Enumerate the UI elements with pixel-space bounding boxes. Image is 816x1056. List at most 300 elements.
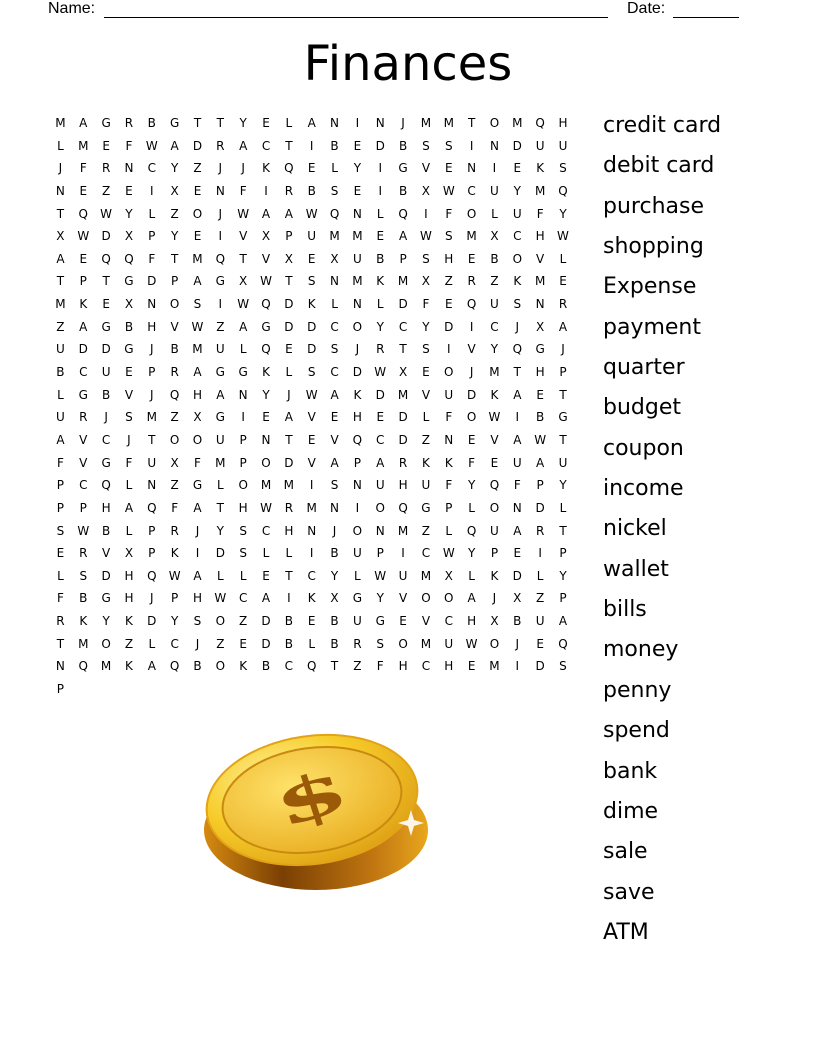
grid-letter[interactable]: A	[239, 319, 248, 334]
grid-letter[interactable]: D	[147, 614, 157, 629]
grid-letter[interactable]: O	[352, 523, 363, 538]
grid-letter[interactable]: D	[101, 568, 111, 583]
grid-letter[interactable]: P	[79, 500, 87, 515]
grid-letter[interactable]: H	[535, 229, 545, 244]
grid-letter[interactable]: M	[489, 365, 500, 380]
grid-letter[interactable]: S	[330, 183, 339, 198]
grid-letter[interactable]: J	[401, 116, 405, 130]
grid-letter[interactable]: T	[148, 432, 156, 447]
grid-letter[interactable]: B	[330, 636, 339, 651]
grid-letter[interactable]: F	[239, 183, 247, 198]
grid-letter[interactable]: D	[261, 636, 271, 651]
grid-letter[interactable]: S	[559, 659, 567, 674]
grid-letter[interactable]: W	[488, 410, 501, 425]
grid-letter[interactable]: J	[104, 410, 108, 425]
grid-letter[interactable]: J	[195, 636, 200, 651]
grid-letter[interactable]: S	[330, 342, 339, 357]
grid-letter[interactable]: E	[444, 161, 453, 176]
grid-letter[interactable]: C	[79, 365, 88, 380]
grid-letter[interactable]: F	[376, 659, 384, 674]
grid-letter[interactable]: U	[352, 614, 362, 629]
grid-letter[interactable]: L	[422, 410, 430, 425]
grid-letter[interactable]: T	[56, 636, 65, 651]
grid-letter[interactable]: W	[237, 297, 250, 312]
grid-letter[interactable]: S	[513, 297, 522, 312]
grid-letter[interactable]: C	[467, 183, 476, 198]
grid-letter[interactable]: W	[374, 365, 387, 380]
grid-letter[interactable]: F	[468, 455, 476, 470]
grid-letter[interactable]: S	[422, 342, 430, 357]
grid-letter[interactable]: O	[489, 636, 500, 651]
grid-letter[interactable]: D	[307, 342, 317, 357]
grid-letter[interactable]: L	[559, 500, 567, 515]
grid-letter[interactable]: A	[193, 568, 202, 583]
grid-letter[interactable]: X	[124, 297, 134, 312]
grid-letter[interactable]: U	[352, 546, 362, 561]
grid-letter[interactable]: S	[376, 636, 385, 651]
grid-letter[interactable]: Q	[306, 659, 317, 674]
grid-letter[interactable]: M	[215, 455, 226, 470]
grid-letter[interactable]: T	[170, 251, 179, 266]
grid-letter[interactable]: C	[261, 138, 271, 153]
grid-letter[interactable]: E	[262, 568, 270, 583]
grid-letter[interactable]: O	[215, 659, 226, 674]
grid-letter[interactable]: I	[515, 410, 520, 425]
grid-letter[interactable]: V	[307, 410, 316, 425]
grid-letter[interactable]: S	[307, 274, 316, 289]
grid-letter[interactable]: I	[287, 591, 291, 606]
grid-letter[interactable]: P	[285, 229, 293, 244]
grid-letter[interactable]: L	[491, 206, 498, 221]
grid-letter[interactable]: N	[535, 297, 545, 312]
grid-letter[interactable]: B	[193, 659, 202, 674]
grid-letter[interactable]: I	[424, 206, 428, 221]
grid-letter[interactable]: R	[79, 546, 88, 561]
grid-letter[interactable]: U	[215, 342, 225, 357]
grid-letter[interactable]: W	[557, 229, 569, 244]
grid-letter[interactable]: C	[307, 568, 316, 583]
grid-letter[interactable]: V	[330, 432, 339, 447]
grid-letter[interactable]: E	[307, 161, 316, 176]
grid-letter[interactable]: M	[489, 659, 500, 674]
grid-letter[interactable]: Y	[422, 319, 430, 334]
grid-letter[interactable]: E	[193, 183, 202, 198]
grid-letter[interactable]: G	[421, 500, 431, 515]
grid-letter[interactable]: N	[307, 523, 317, 538]
grid-letter[interactable]: C	[490, 319, 499, 334]
grid-letter[interactable]: H	[467, 614, 477, 629]
grid-letter[interactable]: D	[284, 319, 294, 334]
grid-letter[interactable]: A	[193, 274, 202, 289]
grid-letter[interactable]: S	[444, 229, 453, 244]
grid-letter[interactable]: V	[536, 251, 545, 266]
grid-letter[interactable]: K	[79, 614, 88, 629]
grid-letter[interactable]: W	[442, 183, 455, 198]
grid-letter[interactable]: X	[124, 546, 134, 561]
grid-letter[interactable]: Q	[124, 251, 134, 266]
grid-letter[interactable]: Z	[536, 591, 545, 606]
grid-letter[interactable]: C	[330, 365, 339, 380]
grid-letter[interactable]: B	[376, 251, 385, 266]
grid-letter[interactable]: D	[444, 319, 454, 334]
grid-letter[interactable]: X	[239, 274, 248, 289]
grid-letter[interactable]: J	[218, 161, 223, 176]
grid-letter[interactable]: O	[489, 500, 500, 515]
grid-letter[interactable]: V	[490, 432, 499, 447]
grid-letter[interactable]: C	[421, 659, 431, 674]
grid-letter[interactable]: Z	[216, 319, 225, 334]
grid-letter[interactable]: E	[193, 229, 202, 244]
grid-letter[interactable]: M	[100, 659, 112, 674]
grid-letter[interactable]: M	[420, 568, 432, 583]
grid-letter[interactable]: B	[330, 546, 339, 561]
grid-letter[interactable]: A	[284, 410, 293, 425]
grid-letter[interactable]: U	[558, 138, 568, 153]
grid-letter[interactable]: P	[56, 500, 65, 515]
grid-letter[interactable]: W	[374, 568, 387, 583]
grid-letter[interactable]: F	[125, 138, 133, 153]
grid-letter[interactable]: B	[147, 116, 156, 130]
grid-letter[interactable]: D	[101, 229, 111, 244]
grid-letter[interactable]: M	[420, 116, 432, 130]
grid-letter[interactable]: B	[284, 614, 293, 629]
grid-letter[interactable]: S	[444, 138, 453, 153]
grid-letter[interactable]: E	[536, 636, 544, 651]
grid-letter[interactable]: L	[445, 523, 453, 538]
grid-letter[interactable]: B	[79, 591, 88, 606]
grid-letter[interactable]: T	[216, 116, 224, 130]
grid-letter[interactable]: L	[536, 568, 544, 583]
grid-letter[interactable]: N	[55, 659, 65, 674]
grid-letter[interactable]: Z	[444, 274, 453, 289]
grid-letter[interactable]: Y	[376, 319, 384, 334]
grid-letter[interactable]: G	[375, 614, 385, 629]
grid-letter[interactable]: Q	[169, 659, 180, 674]
grid-letter[interactable]: X	[398, 365, 408, 380]
grid-letter[interactable]: R	[79, 410, 88, 425]
grid-letter[interactable]: I	[309, 546, 314, 561]
grid-letter[interactable]: W	[305, 206, 318, 221]
grid-letter[interactable]: E	[353, 183, 362, 198]
grid-letter[interactable]: J	[561, 342, 565, 357]
grid-letter[interactable]: A	[513, 387, 522, 402]
grid-letter[interactable]: C	[330, 319, 339, 334]
grid-letter[interactable]: R	[558, 297, 568, 312]
grid-letter[interactable]: Y	[170, 614, 179, 629]
grid-letter[interactable]: M	[352, 229, 363, 244]
grid-letter[interactable]: S	[422, 251, 430, 266]
grid-letter[interactable]: E	[467, 659, 476, 674]
grid-letter[interactable]: V	[421, 387, 431, 402]
grid-letter[interactable]: G	[558, 410, 568, 425]
grid-letter[interactable]: S	[559, 161, 567, 176]
grid-letter[interactable]: T	[285, 568, 293, 583]
grid-letter[interactable]: U	[490, 183, 499, 198]
grid-letter[interactable]: C	[261, 523, 271, 538]
grid-letter[interactable]: M	[352, 274, 363, 289]
grid-letter[interactable]: L	[239, 568, 247, 583]
grid-letter[interactable]: I	[469, 319, 474, 334]
grid-letter[interactable]: L	[125, 523, 133, 538]
grid-letter[interactable]: G	[124, 274, 134, 289]
grid-letter[interactable]: L	[468, 500, 475, 515]
grid-letter[interactable]: H	[398, 478, 408, 493]
grid-letter[interactable]: A	[193, 500, 202, 515]
grid-letter[interactable]: T	[559, 432, 567, 447]
grid-letter[interactable]: K	[125, 659, 133, 674]
grid-letter[interactable]: Y	[559, 568, 567, 583]
grid-letter[interactable]: H	[558, 116, 568, 130]
grid-letter[interactable]: W	[237, 206, 250, 221]
grid-letter[interactable]: G	[352, 591, 363, 606]
grid-letter[interactable]: L	[331, 161, 338, 176]
grid-letter[interactable]: A	[147, 659, 156, 674]
grid-letter[interactable]: L	[148, 206, 156, 221]
grid-letter[interactable]: D	[466, 387, 477, 402]
grid-letter[interactable]: H	[124, 591, 134, 606]
grid-letter[interactable]: Y	[170, 229, 179, 244]
grid-letter[interactable]: U	[147, 455, 157, 470]
grid-letter[interactable]: R	[376, 342, 385, 357]
grid-letter[interactable]: P	[376, 546, 384, 561]
grid-letter[interactable]: X	[513, 591, 522, 606]
grid-letter[interactable]: A	[307, 116, 316, 130]
grid-letter[interactable]: U	[512, 206, 522, 221]
grid-letter[interactable]: Q	[147, 568, 157, 583]
grid-letter[interactable]: B	[490, 251, 499, 266]
grid-letter[interactable]: I	[401, 546, 405, 561]
grid-letter[interactable]: O	[169, 297, 180, 312]
grid-letter[interactable]: I	[264, 183, 268, 198]
grid-letter[interactable]: M	[397, 274, 409, 289]
grid-letter[interactable]: U	[421, 478, 431, 493]
grid-letter[interactable]: F	[194, 455, 201, 470]
grid-letter[interactable]: T	[56, 274, 65, 289]
grid-letter[interactable]: Y	[330, 568, 339, 583]
grid-letter[interactable]: W	[442, 546, 455, 561]
grid-letter[interactable]: X	[421, 183, 431, 198]
grid-letter[interactable]: T	[467, 116, 476, 130]
grid-letter[interactable]: K	[444, 455, 453, 470]
grid-letter[interactable]: E	[262, 116, 270, 130]
grid-letter[interactable]: D	[375, 138, 385, 153]
grid-letter[interactable]: L	[216, 478, 224, 493]
grid-letter[interactable]: T	[285, 138, 293, 153]
grid-letter[interactable]: P	[56, 682, 65, 697]
grid-letter[interactable]: R	[170, 365, 179, 380]
grid-letter[interactable]: N	[261, 432, 271, 447]
grid-letter[interactable]: E	[262, 410, 270, 425]
grid-letter[interactable]: R	[216, 138, 225, 153]
grid-letter[interactable]: A	[261, 206, 271, 221]
grid-letter[interactable]: D	[535, 659, 545, 674]
grid-letter[interactable]: T	[399, 342, 407, 357]
grid-letter[interactable]: J	[287, 387, 291, 402]
grid-letter[interactable]: M	[78, 636, 89, 651]
grid-letter[interactable]: D	[78, 342, 88, 357]
grid-letter[interactable]: B	[513, 614, 522, 629]
grid-letter[interactable]: G	[261, 319, 271, 334]
grid-letter[interactable]: Q	[78, 659, 88, 674]
grid-letter[interactable]: I	[492, 161, 497, 176]
grid-letter[interactable]: K	[307, 591, 316, 606]
grid-letter[interactable]: B	[330, 614, 339, 629]
grid-letter[interactable]: H	[352, 410, 362, 425]
grid-letter[interactable]: K	[353, 387, 362, 402]
grid-letter[interactable]: G	[238, 365, 248, 380]
grid-letter[interactable]: N	[147, 478, 157, 493]
grid-letter[interactable]: E	[125, 365, 133, 380]
grid-letter[interactable]: K	[239, 659, 248, 674]
grid-letter[interactable]: J	[355, 342, 360, 357]
grid-letter[interactable]: C	[238, 591, 248, 606]
grid-letter[interactable]: Y	[559, 478, 567, 493]
grid-letter[interactable]: F	[79, 161, 87, 176]
grid-letter[interactable]: G	[78, 387, 88, 402]
grid-letter[interactable]: Y	[216, 523, 224, 538]
grid-letter[interactable]: J	[515, 636, 520, 651]
grid-letter[interactable]: I	[218, 229, 223, 244]
grid-letter[interactable]: A	[284, 206, 293, 221]
grid-letter[interactable]: L	[308, 636, 316, 651]
grid-letter[interactable]: L	[57, 138, 64, 153]
grid-letter[interactable]: V	[307, 455, 316, 470]
grid-letter[interactable]: W	[214, 591, 227, 606]
grid-letter[interactable]: P	[536, 478, 544, 493]
grid-letter[interactable]: V	[421, 161, 431, 176]
grid-letter[interactable]: J	[241, 161, 245, 176]
grid-letter[interactable]: Z	[421, 523, 431, 538]
grid-letter[interactable]: Q	[215, 251, 226, 266]
grid-letter[interactable]: G	[101, 319, 111, 334]
grid-letter[interactable]: I	[150, 183, 154, 198]
grid-letter[interactable]: K	[307, 297, 316, 312]
grid-letter[interactable]: J	[332, 523, 337, 538]
grid-letter[interactable]: W	[465, 636, 478, 651]
grid-letter[interactable]: M	[329, 229, 340, 244]
grid-letter[interactable]: L	[331, 297, 338, 312]
grid-letter[interactable]: S	[330, 478, 339, 493]
grid-letter[interactable]: H	[535, 365, 545, 380]
grid-letter[interactable]: Z	[193, 161, 202, 176]
grid-letter[interactable]: J	[58, 161, 63, 176]
grid-letter[interactable]: L	[354, 568, 361, 583]
grid-letter[interactable]: N	[55, 183, 65, 198]
grid-letter[interactable]: W	[191, 319, 204, 334]
grid-letter[interactable]: J	[469, 365, 474, 380]
grid-letter[interactable]: X	[56, 229, 65, 244]
grid-letter[interactable]: T	[102, 274, 110, 289]
grid-letter[interactable]: H	[238, 500, 248, 515]
grid-letter[interactable]: Y	[467, 478, 476, 493]
grid-letter[interactable]: E	[444, 297, 453, 312]
grid-letter[interactable]: U	[352, 251, 362, 266]
grid-letter[interactable]: S	[239, 546, 247, 561]
grid-letter[interactable]: I	[515, 659, 520, 674]
grid-letter[interactable]: Z	[239, 614, 248, 629]
grid-letter[interactable]: X	[330, 251, 339, 266]
grid-letter[interactable]: H	[192, 387, 202, 402]
grid-letter[interactable]: M	[306, 500, 317, 515]
grid-letter[interactable]: Y	[376, 591, 384, 606]
grid-letter[interactable]: V	[239, 229, 248, 244]
grid-letter[interactable]: E	[307, 614, 316, 629]
grid-letter[interactable]: T	[330, 659, 339, 674]
grid-letter[interactable]: F	[422, 297, 430, 312]
grid-letter[interactable]: E	[56, 546, 65, 561]
grid-letter[interactable]: Z	[490, 274, 499, 289]
grid-letter[interactable]: Z	[56, 319, 65, 334]
grid-letter[interactable]: B	[124, 319, 134, 334]
grid-letter[interactable]: N	[352, 478, 362, 493]
grid-letter[interactable]: E	[102, 297, 110, 312]
grid-letter[interactable]: P	[239, 432, 247, 447]
grid-letter[interactable]: J	[150, 591, 154, 606]
grid-letter[interactable]: I	[355, 116, 360, 130]
grid-letter[interactable]: O	[398, 636, 408, 651]
grid-letter[interactable]: Z	[216, 636, 225, 651]
grid-letter[interactable]: D	[352, 365, 363, 380]
grid-letter[interactable]: U	[490, 297, 499, 312]
grid-letter[interactable]: K	[125, 614, 133, 629]
grid-letter[interactable]: P	[171, 274, 179, 289]
grid-letter[interactable]: U	[375, 478, 385, 493]
grid-letter[interactable]: R	[284, 500, 294, 515]
grid-letter[interactable]: W	[77, 229, 90, 244]
grid-letter[interactable]: G	[101, 455, 111, 470]
grid-letter[interactable]: E	[559, 274, 567, 289]
grid-letter[interactable]: K	[490, 568, 499, 583]
grid-letter[interactable]: I	[378, 183, 382, 198]
grid-letter[interactable]: Y	[170, 161, 179, 176]
grid-letter[interactable]: N	[444, 432, 454, 447]
grid-letter[interactable]: G	[101, 591, 111, 606]
grid-letter[interactable]: E	[422, 365, 430, 380]
grid-letter[interactable]: J	[127, 432, 131, 447]
grid-letter[interactable]: X	[444, 568, 453, 583]
grid-letter[interactable]: M	[466, 229, 477, 244]
grid-letter[interactable]: M	[397, 387, 409, 402]
grid-letter[interactable]: E	[467, 251, 476, 266]
grid-letter[interactable]: W	[534, 432, 547, 447]
grid-letter[interactable]: M	[146, 410, 157, 425]
grid-letter[interactable]: F	[125, 455, 133, 470]
grid-letter[interactable]: H	[147, 319, 157, 334]
grid-letter[interactable]: L	[285, 116, 293, 130]
grid-letter[interactable]: U	[101, 365, 111, 380]
grid-letter[interactable]: W	[260, 500, 272, 515]
grid-letter[interactable]: G	[535, 342, 545, 357]
grid-letter[interactable]: M	[534, 274, 546, 289]
grid-letter[interactable]: G	[124, 342, 134, 357]
grid-letter[interactable]: B	[398, 138, 408, 153]
grid-letter[interactable]: Q	[466, 523, 477, 538]
grid-letter[interactable]: U	[444, 387, 454, 402]
grid-letter[interactable]: P	[445, 500, 453, 515]
grid-letter[interactable]: O	[192, 206, 203, 221]
grid-letter[interactable]: O	[169, 432, 180, 447]
grid-letter[interactable]: P	[56, 478, 65, 493]
grid-letter[interactable]: X	[261, 229, 271, 244]
grid-letter[interactable]: M	[192, 251, 203, 266]
grid-letter[interactable]: L	[57, 568, 64, 583]
grid-letter[interactable]: O	[421, 591, 431, 606]
grid-letter[interactable]: Q	[261, 342, 271, 357]
grid-letter[interactable]: D	[398, 297, 408, 312]
grid-letter[interactable]: K	[490, 387, 499, 402]
grid-letter[interactable]: N	[330, 116, 340, 130]
grid-letter[interactable]: D	[398, 410, 408, 425]
